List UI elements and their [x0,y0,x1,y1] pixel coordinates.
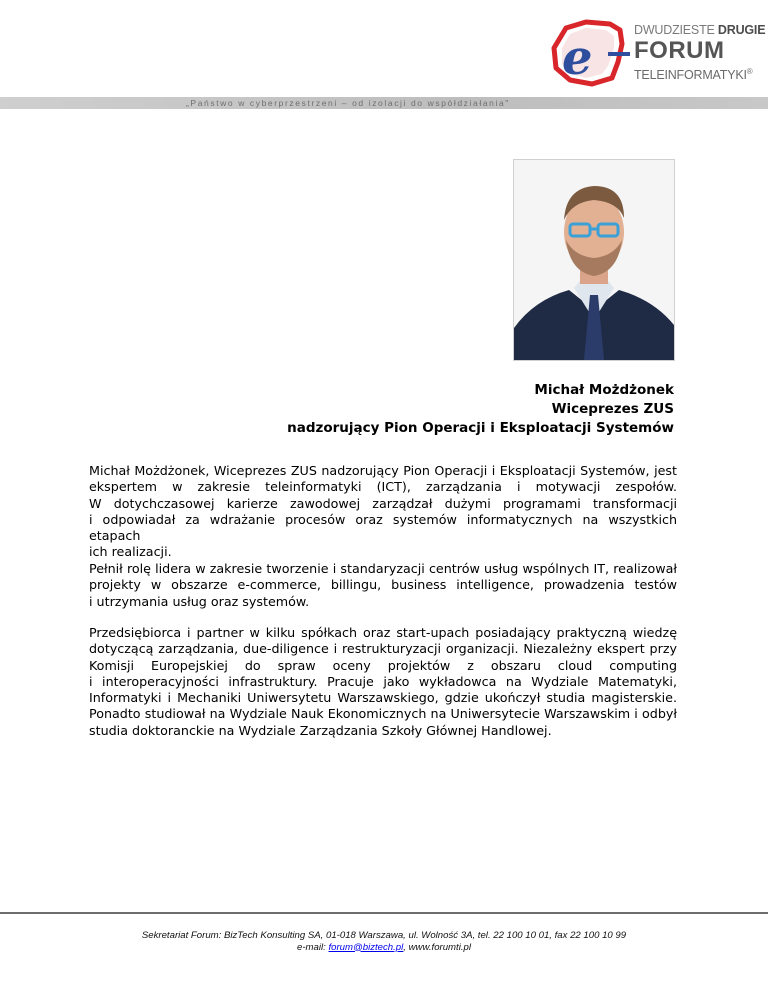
bio-paragraph-3 [89,625,677,739]
text-line: Ponadto studiował na Wydziale Nauk Ekonomicznych na Uniwersytecie Warszawskim i odbył [89,706,677,722]
footer-email-link[interactable]: forum@biztech.pl [328,941,404,953]
tagline: „Państwo w cyberprzestrzeni – od izolacji do współdziałania" [186,98,510,108]
text-line: dotyczącą zarządzania, due-diligence i restrukturyzacji organizacji. Niezależny ekspert przy [89,641,677,657]
logo-text-edition: DWUDZIESTE DRUGIE [634,23,766,37]
logo-text-forum: FORUM [634,37,725,64]
footer-website: www.forumti.pl [408,941,471,953]
text-line: projekty w obszarze e-commerce, billingu, business intelligence, prowadzenia testów [89,577,677,593]
text-line: W dotychczasowej karierze zawodowej zarządzał dużymi programami transformacji [89,495,677,511]
footer-separator: , [403,941,409,953]
logo-text-teleinformatyki: TELEINFORMATYKI® [634,67,753,83]
footer-address: Sekretariat Forum: BizTech Konsulting SA, 01-018 Warszawa, ul. Wolność 3A, tel. 22 100 10 01, fax 22 100 10 99 [141,930,627,941]
footer [0,930,768,953]
svg-text:e: e [562,30,593,86]
person-name: Michał Możdżonek [534,382,674,398]
text-line: Komisji Europejskiej do spraw oceny projektów z obszaru cloud computing [89,657,677,673]
text-line: Informatyki i Mechaniki Uniwersytetu Warszawskiego, gdzie ukończył studia magisterskie. [89,690,677,706]
person-portrait-icon [514,160,674,360]
footer-contact [0,942,768,954]
person-division: nadzorujący Pion Operacji i Eksploatacji Systemów [287,420,674,436]
forum-logo [548,18,766,98]
person-heading [287,381,674,438]
bio-paragraph-1 [89,463,677,561]
bio-paragraph-2 [89,561,677,610]
text-line: i odpowiadał za wdrażanie procesów oraz systemów informatycznych na wszystkich etapach [89,511,677,544]
portrait-photo [514,160,674,360]
person-role: Wiceprezes ZUS [551,401,674,417]
text-line: Michał Możdżonek, Wiceprezes ZUS nadzorujący Pion Operacji i Eksploatacji Systemów, jest [89,463,677,478]
footer-email-prefix: e-mail: [297,941,329,953]
forum-emblem-icon [548,18,638,98]
text-line: Pełnił rolę lidera w zakresie tworzenie i standaryzacji centrów usług wspólnych IT, realizował [89,561,677,576]
footer-divider [0,912,768,914]
text-line: i interoperacyjności infrastruktury. Pracuje jako wykładowca na Wydziale Matematyki, [89,673,677,689]
text-line: ekspertem w zakresie teleinformatyki (ICT), zarządzania i motywacji zespołów. [89,479,677,495]
text-line: Przedsiębiorca i partner w kilku spółkach oraz start-upach posiadający praktyczną wiedzę [89,625,677,640]
text-line: i utrzymania usług oraz systemów. [89,593,310,609]
text-line: ich realizacji. [89,544,172,560]
text-line: studia doktoranckie na Wydziale Zarządzania Szkoły Głównej Handlowej. [89,722,552,738]
